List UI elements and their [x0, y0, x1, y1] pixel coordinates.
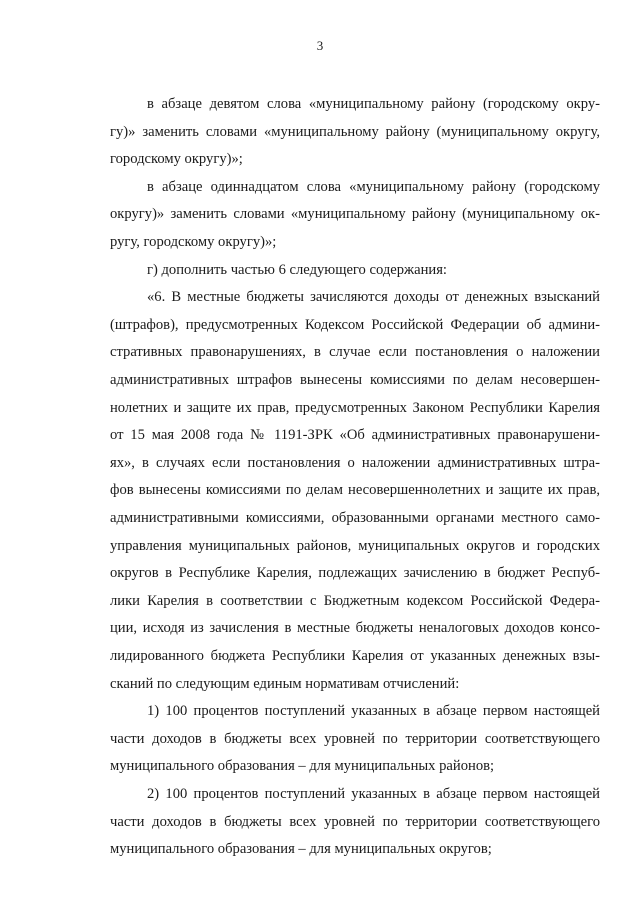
text-line: стративных правонарушениях, в случае если постановления о наложении — [110, 344, 600, 361]
text-line: управления муниципальных районов, муниципальных округов и городских — [110, 537, 600, 554]
text-line: (штрафов), предусмотренных Кодексом Российской Федерации об админи- — [110, 316, 600, 333]
text-line: ругу, городскому округу)»; — [110, 234, 277, 250]
text-line: административных штрафов вынесены комиссиями по делам несовершен- — [110, 372, 600, 388]
text-line: в абзаце девятом слова «муниципальному району (городскому окру- — [147, 96, 600, 112]
page-number: 3 — [316, 38, 324, 53]
text-line: 2) 100 процентов поступлений указанных в абзаце первом настоящей — [147, 786, 600, 802]
text-line: от 15 мая 2008 года № 1191-ЗРК «Об административных правонарушени- — [110, 427, 600, 444]
text-line: округу)» заменить словами «муниципальному району (муниципальному ок- — [110, 206, 600, 223]
text-line: фов вынесены комиссиями по делам несовершеннолетних и защите их прав, — [110, 482, 600, 499]
text-line: г) дополнить частью 6 следующего содержания: — [147, 261, 447, 278]
text-line: ях», в случаях если постановления о наложении административных штра- — [110, 454, 600, 471]
text-line: городскому округу)»; — [110, 151, 243, 168]
text-line: сканий по следующим единым нормативам отчислений: — [110, 675, 460, 692]
text-line: административными комиссиями, образованными органами местного само- — [110, 510, 600, 526]
text-line: лики Карелия в соответствии с Бюджетным кодексом Российской Федера- — [110, 592, 600, 609]
text-line: части доходов в бюджеты всех уровней по территории соответствующего — [110, 813, 600, 830]
text-line: «6. В местные бюджеты зачисляются доходы от денежных взысканий — [147, 289, 600, 306]
text-line: 1) 100 процентов поступлений указанных в абзаце первом настоящей — [147, 703, 600, 720]
text-line: округов в Республике Карелия, подлежащих зачислению в бюджет Респуб- — [110, 565, 600, 582]
text-line: нолетних и защите их прав, предусмотренных Законом Республики Карелия — [110, 399, 600, 416]
text-line: гу)» заменить словами «муниципальному району (муниципальному округу, — [110, 123, 600, 140]
text-line: муниципального образования – для муниципальных районов; — [110, 758, 495, 775]
text-line: лидированного бюджета Республики Карелия от указанных денежных взы- — [110, 648, 600, 664]
text-line: муниципального образования – для муниципальных округов; — [110, 841, 492, 858]
text-line: ции, исходя из зачисления в местные бюджеты неналоговых доходов консо- — [110, 620, 600, 637]
text-line: части доходов в бюджеты всех уровней по территории соответствующего — [110, 730, 600, 747]
text-line: в абзаце одиннадцатом слова «муниципальному району (городскому — [147, 178, 600, 195]
